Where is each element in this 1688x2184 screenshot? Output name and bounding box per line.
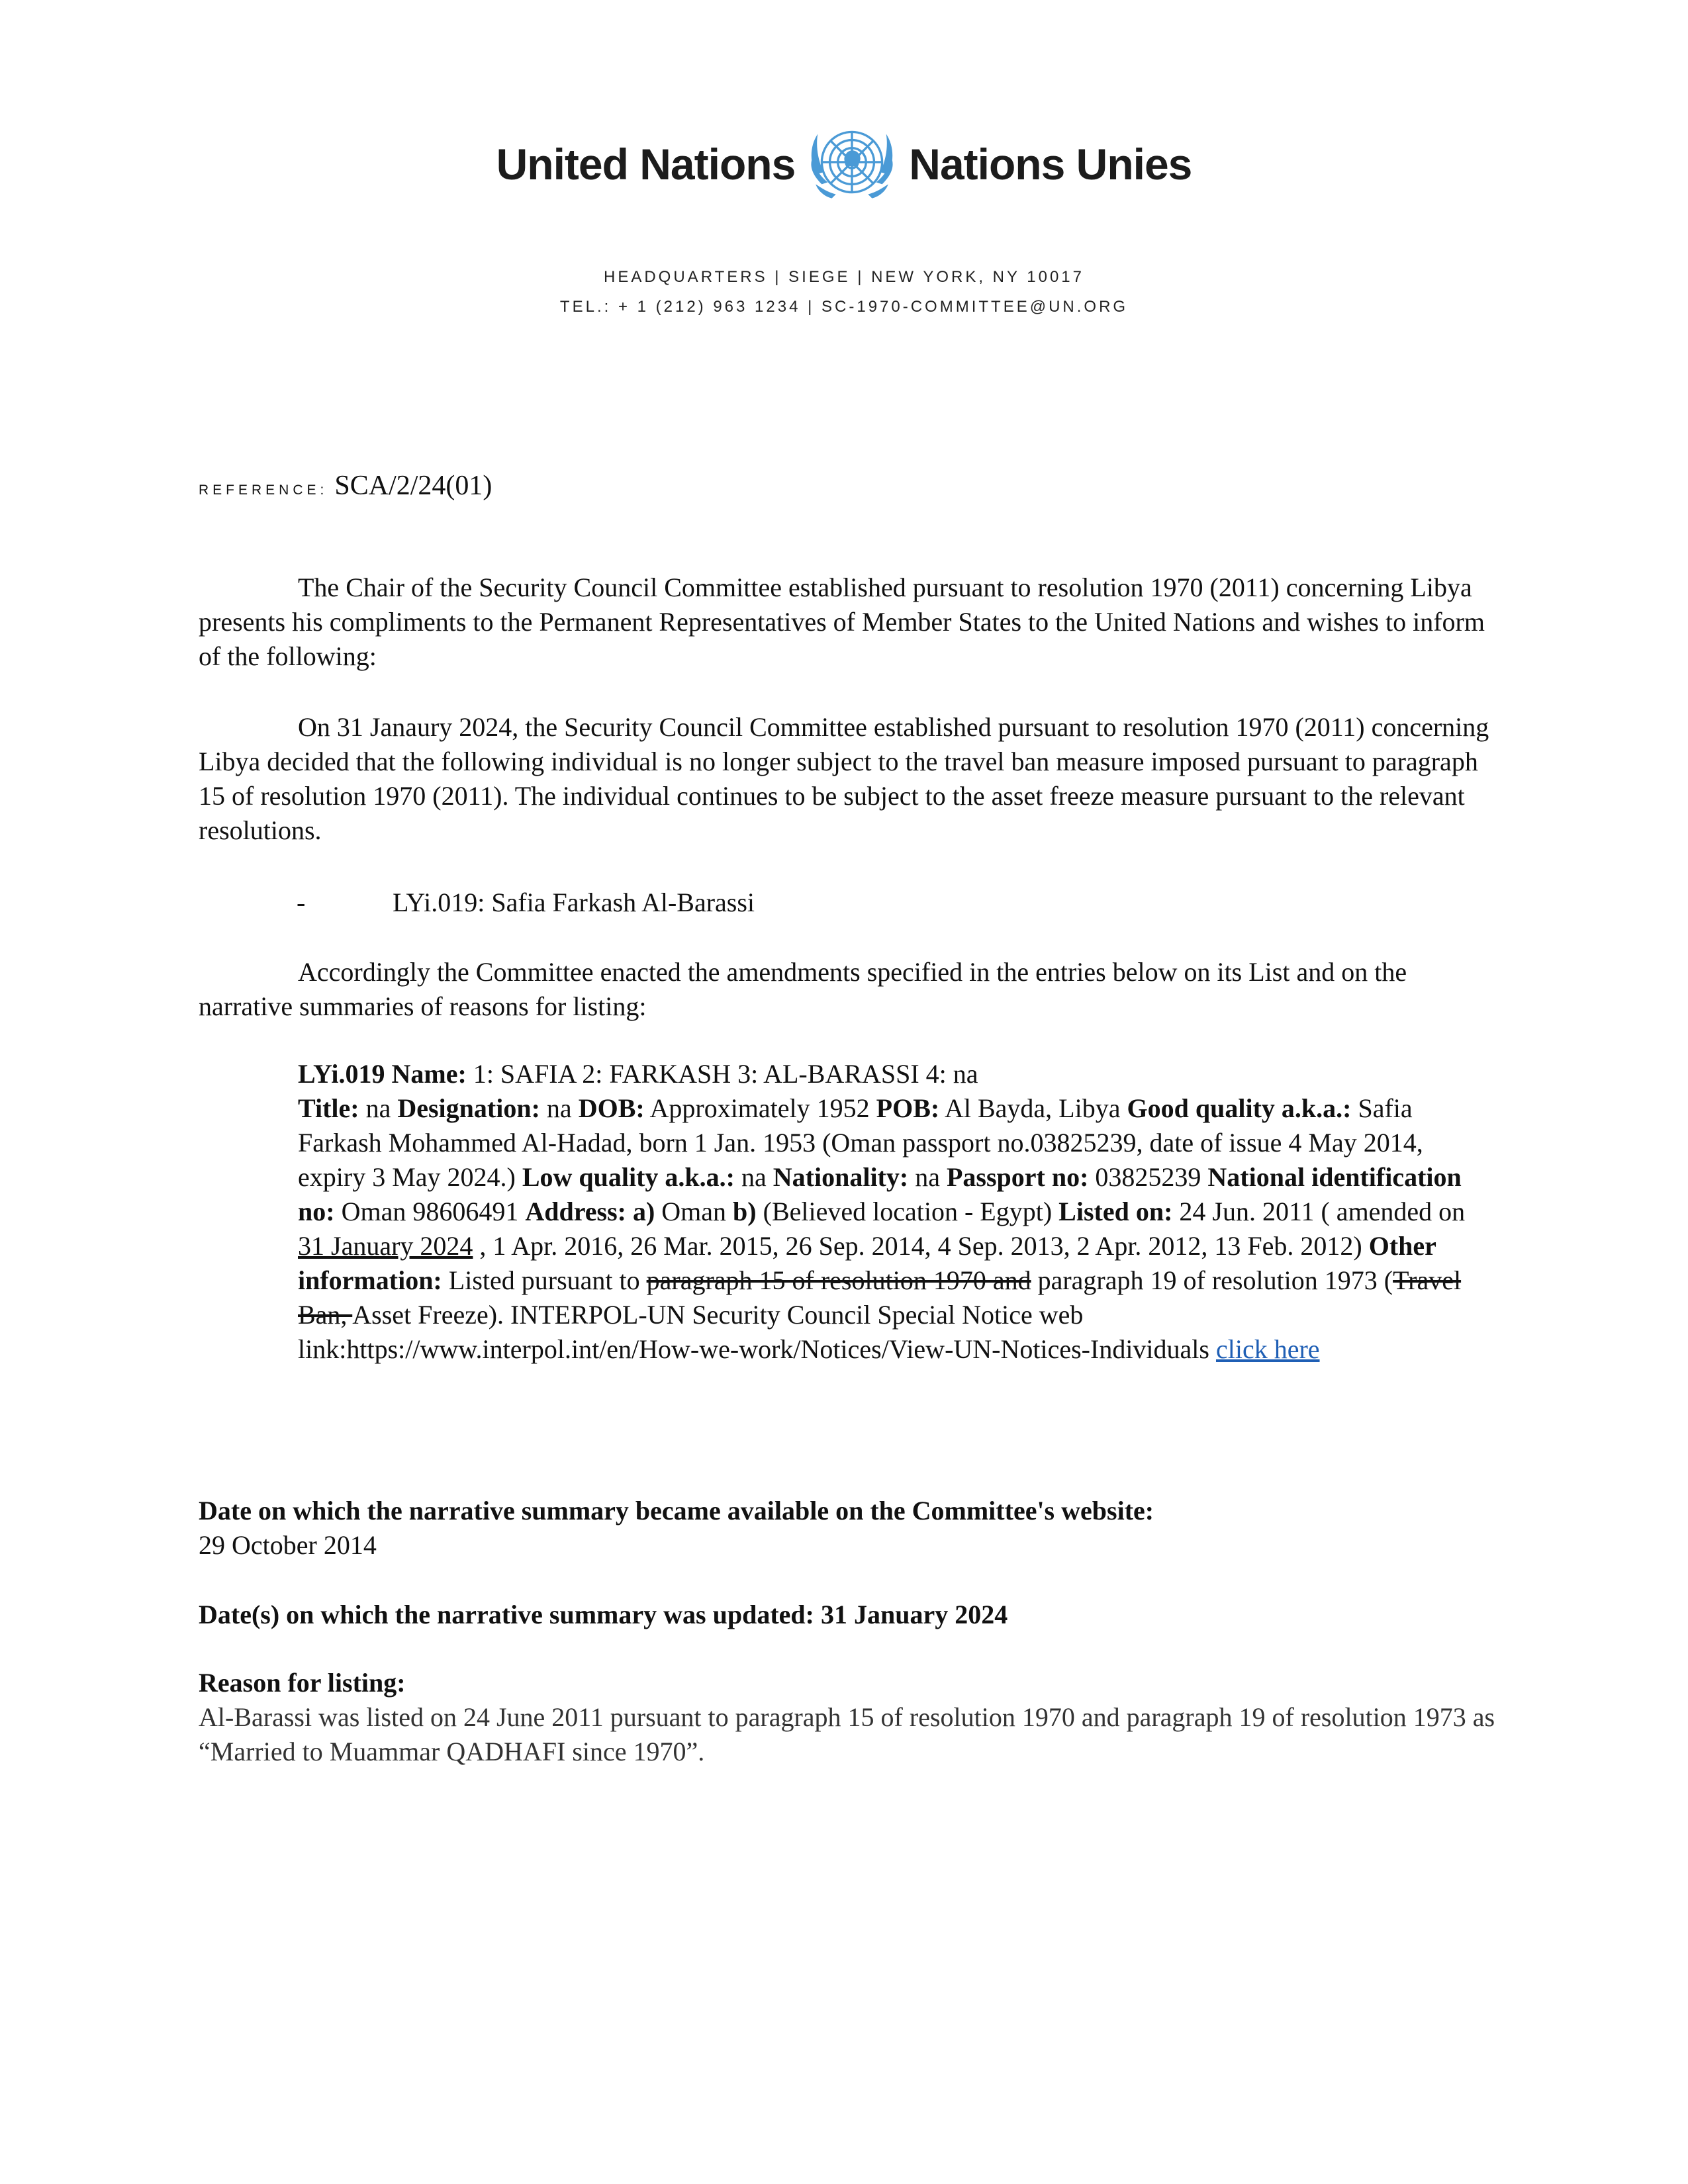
narrative-updated-text: Date(s) on which the narrative summary was updated: 31 January 2024 <box>199 1600 1008 1629</box>
intro-paragraph <box>199 570 1496 674</box>
listed-on-value: 24 Jun. 2011 ( amended on <box>1172 1197 1466 1226</box>
passport-label: Passport no: <box>946 1162 1089 1192</box>
dob-label: DOB: <box>578 1093 645 1123</box>
narrative-available-label: Date on which the narrative summary became available on the Committee's website: <box>199 1496 1154 1525</box>
amended-date: 31 January 2024 <box>298 1231 473 1261</box>
address-line: HEADQUARTERS | SIEGE | NEW YORK, NY 10017 <box>604 268 1084 286</box>
title-value: na <box>359 1093 398 1123</box>
low-aka-label: Low quality a.k.a.: <box>522 1162 735 1192</box>
narrative-available-date: 29 October 2014 <box>199 1530 377 1560</box>
dob-value: Approximately 1952 <box>644 1093 876 1123</box>
reason-for-listing <box>199 1666 1496 1769</box>
listed-on-label: Listed on: <box>1058 1197 1173 1226</box>
listed-dates-rest: , 1 Apr. 2016, 26 Mar. 2015, 26 Sep. 2014, 4 Sep. 2013, 2 Apr. 2012, 13 Feb. 2012) <box>473 1231 1369 1261</box>
address-b-value: (Believed location - Egypt) <box>756 1197 1059 1226</box>
address-label: Address: a) <box>525 1197 655 1226</box>
org-name-english: United Nations <box>496 140 796 189</box>
title-label: Title: <box>298 1093 359 1123</box>
reference-label: REFERENCE: <box>199 482 328 498</box>
address-b-label: b) <box>733 1197 757 1226</box>
bullet-dash: - <box>297 887 306 917</box>
bullet-text: LYi.019: Safia Farkash Al-Barassi <box>393 887 755 917</box>
contact-line: TEL.: + 1 (212) 963 1234 | SC-1970-COMMITTEE@UN.ORG <box>559 298 1129 316</box>
entry-id-name-label: LYi.019 Name: <box>298 1059 467 1089</box>
other-info-value-3: Asset Freeze). INTERPOL-UN Security Council Special Notice web link:https://www.interpol.int/en/How-we-work/Notices/View-UN-Notices-Individuals <box>298 1300 1216 1364</box>
bullet-item <box>199 886 1496 920</box>
list-entry <box>298 1057 1476 1367</box>
org-name-french: Nations Unies <box>909 140 1192 189</box>
passport-value: 03825239 <box>1088 1162 1208 1192</box>
designation-value: na <box>539 1093 579 1123</box>
reason-label: Reason for listing: <box>199 1668 406 1698</box>
reference <box>199 470 492 502</box>
pob-label: POB: <box>876 1093 940 1123</box>
amendments-paragraph-text: Accordingly the Committee enacted the amendments specified in the entries below on its List and on the narrative summaries of reasons for listing: <box>199 957 1407 1021</box>
nationality-value: na <box>908 1162 947 1192</box>
national-id-value: Oman 98606491 <box>334 1197 526 1226</box>
deleted-text-paragraph-15: paragraph 15 of resolution 1970 and <box>646 1265 1031 1295</box>
narrative-available <box>199 1494 1496 1563</box>
narrative-updated <box>199 1598 1496 1632</box>
amendments-paragraph <box>199 955 1496 1024</box>
nationality-label: Nationality: <box>773 1162 909 1192</box>
other-info-value-2: paragraph 19 of resolution 1973 ( <box>1031 1265 1393 1295</box>
un-emblem-icon <box>802 114 902 214</box>
decision-paragraph-text: On 31 Janaury 2024, the Security Council Committee established pursuant to resolution 1970 (2011) concerning Libya decided that the following individual is no longer subject to the travel ban measure imposed pursuant to paragraph 15 of resolution 1970 (2011). The individual continues to be subject to the asset freeze measure pursuant to the relevant resolutions. <box>199 712 1489 845</box>
good-aka-label: Good quality a.k.a.: <box>1127 1093 1352 1123</box>
entry-name-value: 1: SAFIA 2: FARKASH 3: AL-BARASSI 4: na <box>466 1059 978 1089</box>
national-id-label: National identification no: <box>298 1162 1462 1226</box>
decision-paragraph <box>199 710 1496 848</box>
click-here-link[interactable]: click here <box>1215 1334 1320 1364</box>
designation-label: Designation: <box>397 1093 540 1123</box>
low-aka-value: na <box>735 1162 773 1192</box>
pob-value: Al Bayda, Libya <box>939 1093 1127 1123</box>
letterhead-logo <box>0 114 1688 214</box>
other-info-label: Other information: <box>298 1231 1436 1295</box>
reason-text: Al-Barassi was listed on 24 June 2011 pursuant to paragraph 15 of resolution 1970 and paragraph 19 of resolution 1973 as “Married to Muammar QADHAFI since 1970”. <box>199 1702 1495 1766</box>
intro-paragraph-text: The Chair of the Security Council Committee established pursuant to resolution 1970 (2011) concerning Libya presents his compliments to the Permanent Representatives of Member States to the United Nations and wishes to inform of the following: <box>199 572 1485 671</box>
address-a-value: Oman <box>655 1197 733 1226</box>
reference-value: SCA/2/24(01) <box>334 471 492 501</box>
other-info-value-1: Listed pursuant to <box>442 1265 647 1295</box>
deleted-text-travel-ban: Travel Ban, <box>298 1265 1462 1330</box>
good-aka-value: Safia Farkash Mohammed Al-Hadad, born 1 Jan. 1953 (Oman passport no.03825239, date of issue 4 May 2014, expiry 3 May 2024.) <box>298 1093 1423 1192</box>
